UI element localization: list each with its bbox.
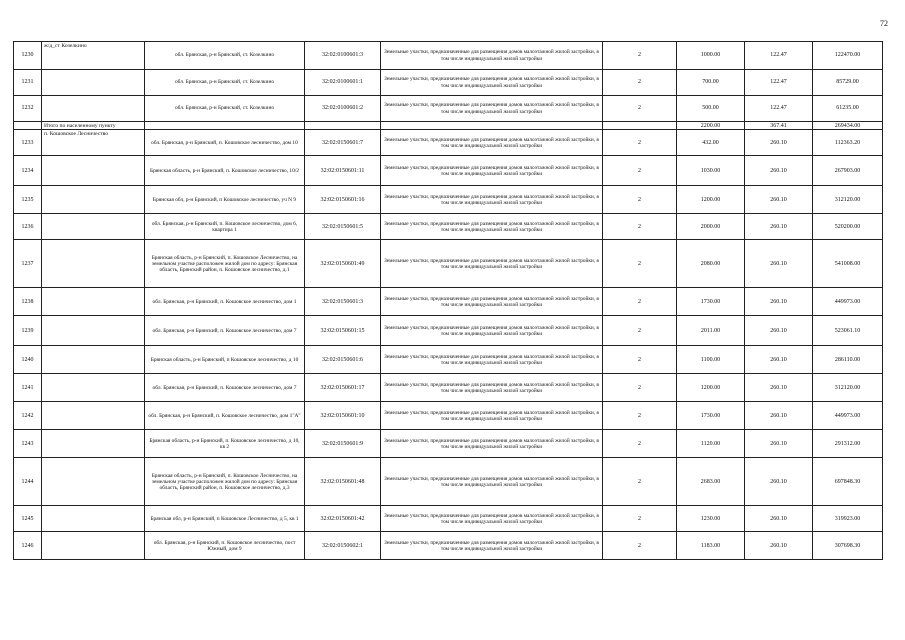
address: Брянская область, р-н Брянский, п. Кошовское лесничество, 10/2 (145, 156, 305, 186)
use-group: 2 (603, 214, 677, 240)
specific-cadastral-value: 122.47 (745, 96, 813, 122)
settlement-name (42, 374, 145, 402)
area: 1120.00 (677, 430, 745, 458)
use-group: 2 (603, 156, 677, 186)
specific-cadastral-value: 260.10 (745, 346, 813, 374)
row-number: 1241 (14, 374, 42, 402)
cadastral-number: 32:02:0100601:3 (305, 42, 381, 70)
use-group: 2 (603, 402, 677, 430)
cadastral-number: 32:02:0150601:16 (305, 186, 381, 214)
settlement-name (42, 96, 145, 122)
address: обл. Брянская, р-н Брянский, ст. Козелкино (145, 70, 305, 96)
specific-cadastral-value: 260.10 (745, 402, 813, 430)
total-label: Итого по населенному пункту (42, 122, 145, 130)
land-use-type: Земельные участки, предназначенные для размещения домов малоэтажной жилой застройки, в том числе индивидуальной жилой застройки (381, 240, 603, 288)
cadastral-number: 32:02:0150601:7 (305, 130, 381, 156)
settlement-name (42, 186, 145, 214)
cadastral-value-table (13, 41, 883, 560)
area: 1730.00 (677, 402, 745, 430)
specific-cadastral-value: 260.10 (745, 130, 813, 156)
area: 432.00 (677, 130, 745, 156)
row-number: 1233 (14, 130, 42, 156)
cadastral-number: 32:02:0150601:49 (305, 240, 381, 288)
specific-cadastral-value: 260.10 (745, 374, 813, 402)
specific-cadastral-value: 122.47 (745, 70, 813, 96)
specific-cadastral-value: 122.47 (745, 42, 813, 70)
total-value: 269434.00 (813, 122, 883, 130)
total-rate: 367.41 (745, 122, 813, 130)
cadastral-value: 449973.00 (813, 288, 883, 316)
specific-cadastral-value: 260.10 (745, 506, 813, 532)
cadastral-value: 541008.00 (813, 240, 883, 288)
settlement-name (42, 240, 145, 288)
cadastral-number: 32:02:0100601:2 (305, 96, 381, 122)
land-use-type: Земельные участки, предназначенные для размещения домов малоэтажной жилой застройки, в том числе индивидуальной жилой застройки (381, 374, 603, 402)
cadastral-number: 32:02:0150601:5 (305, 214, 381, 240)
address: Брянская область, р-н Брянский, п. Кошовское лесничество, д 10, кв 2 (145, 430, 305, 458)
address: Брянская область, р-н Брянский, п. Кошовское Лесничество, на земельном участке расположен жилой дом по адресу: Брянская область, Брянский район, п. Кошовское лесничество, д.3 (145, 458, 305, 506)
settlement-name (42, 316, 145, 346)
use-group: 2 (603, 96, 677, 122)
land-use-type: Земельные участки, предназначенные для размещения домов малоэтажной жилой застройки, в том числе индивидуальной жилой застройки (381, 186, 603, 214)
land-use-type: Земельные участки, предназначенные для размещения домов малоэтажной жилой застройки, в том числе индивидуальной жилой застройки (381, 506, 603, 532)
address: Брянская обл, р-н Брянский, п Кошовское Лесничество, д 5, кв 1 (145, 506, 305, 532)
settlement-name (42, 156, 145, 186)
table-row (14, 506, 883, 532)
address: обл. Брянская, р-н Брянский, ст. Козелкино (145, 96, 305, 122)
area: 1000.00 (677, 42, 745, 70)
area: 1230.00 (677, 506, 745, 532)
table-row (14, 96, 883, 122)
specific-cadastral-value: 260.10 (745, 156, 813, 186)
area: 1030.00 (677, 156, 745, 186)
settlement-name (42, 288, 145, 316)
specific-cadastral-value: 260.10 (745, 288, 813, 316)
row-number: 1237 (14, 240, 42, 288)
settlement-total-row (14, 122, 883, 130)
table-row (14, 430, 883, 458)
cadastral-number: 32:02:0150601:42 (305, 506, 381, 532)
total-area: 2200.00 (677, 122, 745, 130)
cadastral-value: 122470.00 (813, 42, 883, 70)
land-use-type: Земельные участки, предназначенные для размещения домов малоэтажной жилой застройки, в том числе индивидуальной жилой застройки (381, 402, 603, 430)
total-use (381, 122, 603, 130)
use-group: 2 (603, 346, 677, 374)
area: 2000.00 (677, 214, 745, 240)
address: обл. Брянская, р-н Брянский, п. Кошовское лесничество, пост Южный, дом 9 (145, 532, 305, 560)
settlement-name (42, 506, 145, 532)
table-row (14, 70, 883, 96)
area: 1100.00 (677, 346, 745, 374)
table-row (14, 374, 883, 402)
table-row (14, 42, 883, 70)
table-row (14, 402, 883, 430)
use-group: 2 (603, 532, 677, 560)
address: Брянская область, р-н Брянский, п Кошовское лесничество, д 10 (145, 346, 305, 374)
table-row (14, 240, 883, 288)
table-row (14, 156, 883, 186)
use-group: 2 (603, 316, 677, 346)
area: 1200.00 (677, 374, 745, 402)
row-number: 1243 (14, 430, 42, 458)
use-group: 2 (603, 70, 677, 96)
settlement-name: п. Кошовское Лесничество (42, 130, 145, 156)
row-number: 1235 (14, 186, 42, 214)
total-addr (145, 122, 305, 130)
land-use-type: Земельные участки, предназначенные для размещения домов малоэтажной жилой застройки, в том числе индивидуальной жилой застройки (381, 346, 603, 374)
land-use-type: Земельные участки, предназначенные для размещения домов малоэтажной жилой застройки, в том числе индивидуальной жилой застройки (381, 532, 603, 560)
cadastral-value: 520200.00 (813, 214, 883, 240)
row-number: 1239 (14, 316, 42, 346)
cadastral-value: 319923.00 (813, 506, 883, 532)
specific-cadastral-value: 260.10 (745, 214, 813, 240)
specific-cadastral-value: 260.10 (745, 316, 813, 346)
settlement-name (42, 346, 145, 374)
cadastral-number: 32:02:0150601:48 (305, 458, 381, 506)
settlement-name: ж/д_ст Козелкино (42, 42, 145, 70)
row-number: 1240 (14, 346, 42, 374)
address: обл. Брянская, р-н Брянский, ст. Козелкино (145, 42, 305, 70)
use-group: 2 (603, 288, 677, 316)
table-row (14, 214, 883, 240)
cadastral-number: 32:02:0150601:15 (305, 316, 381, 346)
cadastral-value: 312120.00 (813, 186, 883, 214)
cadastral-value: 291312.00 (813, 430, 883, 458)
land-use-type: Земельные участки, предназначенные для размещения домов малоэтажной жилой застройки, в том числе индивидуальной жилой застройки (381, 214, 603, 240)
cadastral-value: 307698.30 (813, 532, 883, 560)
row-number: 1242 (14, 402, 42, 430)
cadastral-number: 32:02:0150601:10 (305, 402, 381, 430)
area: 2683.00 (677, 458, 745, 506)
land-use-type: Земельные участки, предназначенные для размещения домов малоэтажной жилой застройки, в том числе индивидуальной жилой застройки (381, 70, 603, 96)
row-number: 1236 (14, 214, 42, 240)
settlement-name (42, 70, 145, 96)
settlement-name (42, 430, 145, 458)
cadastral-value: 112363.20 (813, 130, 883, 156)
total-group (603, 122, 677, 130)
row-number: 1244 (14, 458, 42, 506)
cadastral-value: 286110.00 (813, 346, 883, 374)
address: обл. Брянская, р-н Брянский, п. Кошовское лесничество, дом 7 (145, 316, 305, 346)
table-row (14, 288, 883, 316)
cadastral-number: 32:02:0150601:11 (305, 156, 381, 186)
specific-cadastral-value: 260.10 (745, 458, 813, 506)
address: обл. Брянская, р-н Брянский, п. Кошовское лесничество, дом 1 (145, 288, 305, 316)
settlement-name (42, 214, 145, 240)
area: 500.00 (677, 96, 745, 122)
table-row (14, 130, 883, 156)
row-number: 1231 (14, 70, 42, 96)
cadastral-value: 697848.30 (813, 458, 883, 506)
address: обл. Брянская, р-н Брянский, п. Кошовское лесничество, дом 6, квартира 1 (145, 214, 305, 240)
specific-cadastral-value: 260.10 (745, 532, 813, 560)
land-use-type: Земельные участки, предназначенные для размещения домов малоэтажной жилой застройки, в том числе индивидуальной жилой застройки (381, 288, 603, 316)
specific-cadastral-value: 260.10 (745, 186, 813, 214)
total-cad (305, 122, 381, 130)
settlement-name (42, 532, 145, 560)
total-no (14, 122, 42, 130)
page-number: 72 (880, 19, 888, 28)
land-use-type: Земельные участки, предназначенные для размещения домов малоэтажной жилой застройки, в том числе индивидуальной жилой застройки (381, 42, 603, 70)
cadastral-number: 32:02:0150601:6 (305, 346, 381, 374)
cadastral-number: 32:02:0100601:1 (305, 70, 381, 96)
use-group: 2 (603, 430, 677, 458)
use-group: 2 (603, 374, 677, 402)
address: обл. Брянская, р-н Брянский, п. Кошовское лесничество, дом 7 (145, 374, 305, 402)
row-number: 1232 (14, 96, 42, 122)
cadastral-number: 32:02:0150601:3 (305, 288, 381, 316)
area: 700.00 (677, 70, 745, 96)
specific-cadastral-value: 260.10 (745, 240, 813, 288)
table-row (14, 186, 883, 214)
land-use-type: Земельные участки, предназначенные для размещения домов малоэтажной жилой застройки, в том числе индивидуальной жилой застройки (381, 156, 603, 186)
row-number: 1234 (14, 156, 42, 186)
address: Брянская область, р-н Брянский, п. Кошовское Лесничество, на земельном участке расположен жилой дом по адресу: Брянская область, Брянский район, п. Кошовское лесничество, д.1 (145, 240, 305, 288)
land-use-type: Земельные участки, предназначенные для размещения домов малоэтажной жилой застройки, в том числе индивидуальной жилой застройки (381, 130, 603, 156)
land-use-type: Земельные участки, предназначенные для размещения домов малоэтажной жилой застройки, в том числе индивидуальной жилой застройки (381, 96, 603, 122)
table-row (14, 346, 883, 374)
area: 2011.00 (677, 316, 745, 346)
cadastral-number: 32:02:0150601:9 (305, 430, 381, 458)
table-row (14, 458, 883, 506)
land-use-type: Земельные участки, предназначенные для размещения домов малоэтажной жилой застройки, в том числе индивидуальной жилой застройки (381, 458, 603, 506)
area: 1730.00 (677, 288, 745, 316)
cadastral-value: 61235.00 (813, 96, 883, 122)
row-number: 1230 (14, 42, 42, 70)
table-row (14, 316, 883, 346)
cadastral-number: 32:02:0150601:17 (305, 374, 381, 402)
cadastral-number: 32:02:0150602:1 (305, 532, 381, 560)
land-use-type: Земельные участки, предназначенные для размещения домов малоэтажной жилой застройки, в том числе индивидуальной жилой застройки (381, 316, 603, 346)
cadastral-value: 267903.00 (813, 156, 883, 186)
land-use-type: Земельные участки, предназначенные для размещения домов малоэтажной жилой застройки, в том числе индивидуальной жилой застройки (381, 430, 603, 458)
row-number: 1238 (14, 288, 42, 316)
area: 1200.00 (677, 186, 745, 214)
specific-cadastral-value: 260.10 (745, 430, 813, 458)
cadastral-value: 312120.00 (813, 374, 883, 402)
use-group: 2 (603, 458, 677, 506)
cadastral-value: 523061.10 (813, 316, 883, 346)
address: Брянская обл, р-н Брянский, п Кошовское лесничество, уч N 9 (145, 186, 305, 214)
area: 2080.00 (677, 240, 745, 288)
use-group: 2 (603, 186, 677, 214)
row-number: 1245 (14, 506, 42, 532)
settlement-name (42, 402, 145, 430)
use-group: 2 (603, 506, 677, 532)
use-group: 2 (603, 240, 677, 288)
address: обл. Брянская, р-н Брянский, п. Кошовское лесничество, дом 1"А" (145, 402, 305, 430)
use-group: 2 (603, 42, 677, 70)
table-row (14, 532, 883, 560)
cadastral-value: 449973.00 (813, 402, 883, 430)
row-number: 1246 (14, 532, 42, 560)
settlement-name (42, 458, 145, 506)
cadastral-value: 85729.00 (813, 70, 883, 96)
use-group: 2 (603, 130, 677, 156)
area: 1183.00 (677, 532, 745, 560)
address: обл. Брянская, р-н Брянский, п. Кошовское лесничество, дом 10 (145, 130, 305, 156)
